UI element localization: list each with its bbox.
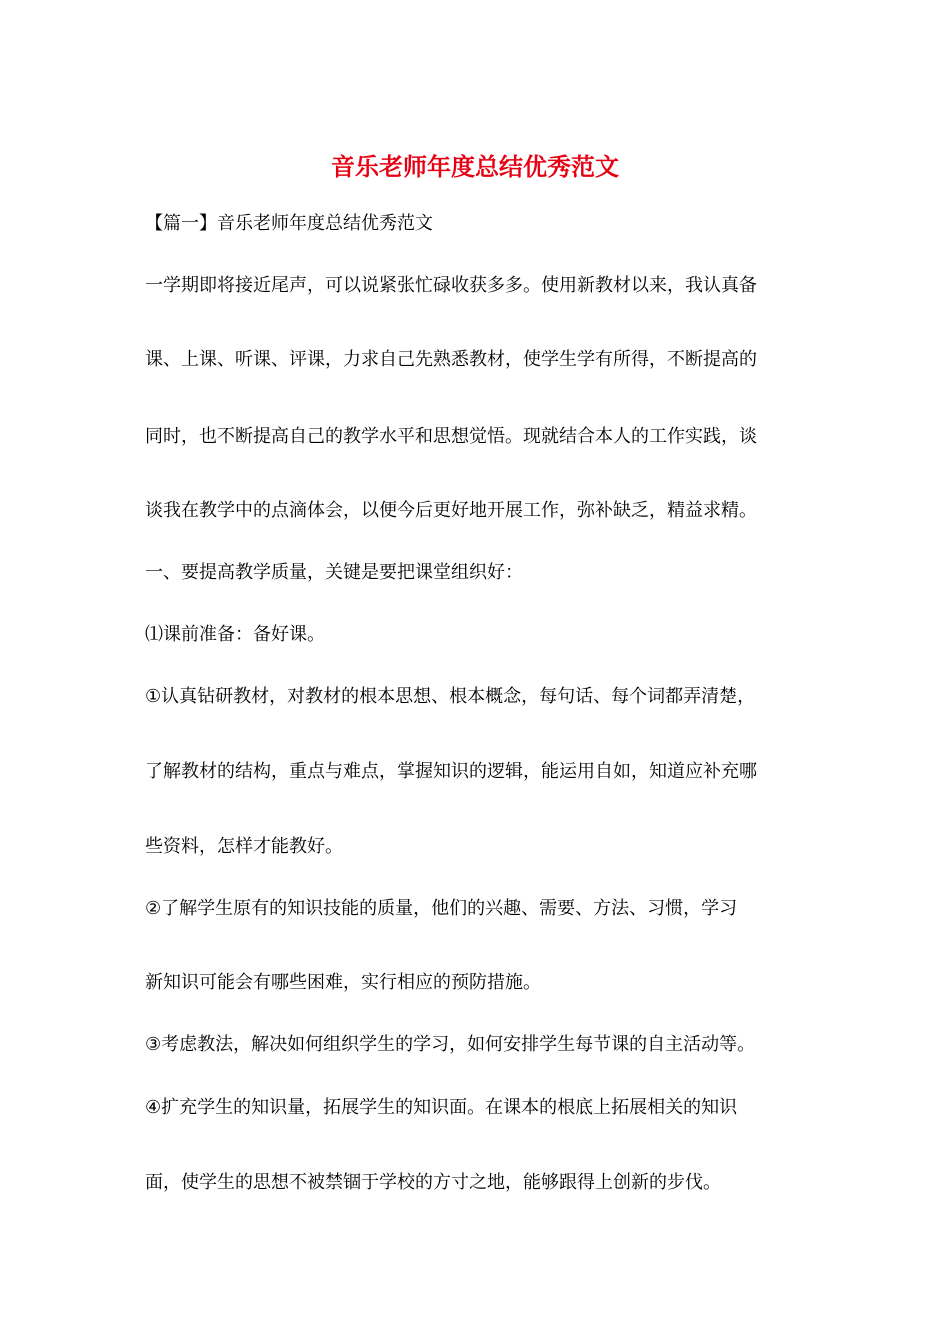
paragraph-line: 同时，也不断提高自己的教学水平和思想觉悟。现就结合本人的工作实践，谈 [145,426,757,447]
paragraph-line: ②了解学生原有的知识技能的质量，他们的兴趣、需要、方法、习惯，学习 [145,898,738,919]
section-heading: 【篇一】音乐老师年度总结优秀范文 [145,213,433,234]
document-title: 音乐老师年度总结优秀范文 [331,152,619,181]
paragraph-line: 一学期即将接近尾声，可以说紧张忙碌收获多多。使用新教材以来，我认真备 [145,275,757,296]
paragraph-line: 一、要提高教学质量，关键是要把课堂组织好： [145,562,523,583]
paragraph-line: 些资料，怎样才能教好。 [145,836,343,857]
paragraph-line: 谈我在教学中的点滴体会，以便今后更好地开展工作，弥补缺乏，精益求精。 [145,500,757,521]
paragraph-line: 课、上课、听课、评课，力求自己先熟悉教材，使学生学有所得，不断提高的 [145,349,757,370]
paragraph-line: 面，使学生的思想不被禁锢于学校的方寸之地，能够跟得上创新的步伐。 [145,1172,721,1193]
paragraph-line: ①认真钻研教材，对教材的根本思想、根本概念，每句话、每个词都弄清楚， [145,686,756,707]
paragraph-line: 新知识可能会有哪些困难，实行相应的预防措施。 [145,972,541,993]
paragraph-line: ③考虑教法，解决如何组织学生的学习，如何安排学生每节课的自主活动等。 [145,1034,756,1055]
paragraph-line: 了解教材的结构，重点与难点，掌握知识的逻辑，能运用自如，知道应补充哪 [145,761,757,782]
paragraph-line: ⑴课前准备：备好课。 [145,624,325,645]
paragraph-line: ④扩充学生的知识量，拓展学生的知识面。在课本的根底上拓展相关的知识 [145,1097,738,1118]
